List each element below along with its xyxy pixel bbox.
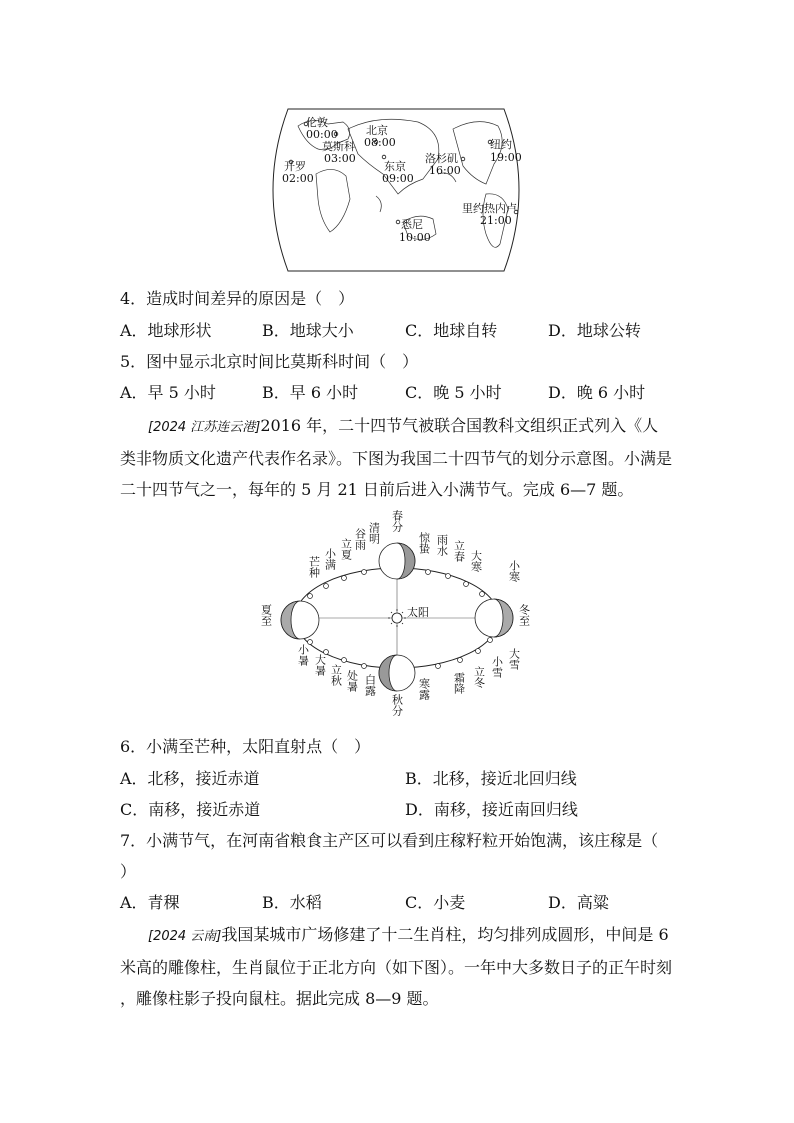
q7-option-c: C．小麦 bbox=[405, 893, 466, 912]
intro1-line2: 类非物质文化遗产代表作名录》。下图为我国二十四节气的划分示意图。小满是 bbox=[120, 449, 673, 468]
q7-option-a: A．青稞 bbox=[120, 893, 180, 912]
term-lichun: 立春 bbox=[452, 540, 466, 562]
term-qiufen: 秋分 bbox=[390, 694, 404, 716]
world-map-svg bbox=[258, 104, 534, 276]
term-guyu: 谷雨 bbox=[353, 528, 367, 550]
q4-option-b: B．地球大小 bbox=[262, 321, 354, 340]
term-shuangjiang: 霜降 bbox=[452, 672, 466, 694]
term-xiazhi: 夏至 bbox=[259, 604, 273, 626]
question-5-stem: 5．图中显示北京时间比莫斯科时间（ ） bbox=[120, 352, 419, 371]
city-moscow-time: 03:00 bbox=[324, 152, 356, 165]
city-london-time: 00:00 bbox=[306, 128, 338, 141]
source-tag-jiangsu: [2024 江苏连云港] bbox=[148, 420, 261, 435]
orbit-svg bbox=[252, 508, 542, 726]
question-6-stem: 6．小满至芒种，太阳直射点（ ） bbox=[120, 737, 371, 756]
q5-option-b: B．早 6 小时 bbox=[262, 383, 359, 402]
term-qingming: 清明 bbox=[367, 522, 381, 544]
city-rio-time: 21:00 bbox=[480, 214, 512, 227]
q5-option-c: C．晚 5 小时 bbox=[405, 383, 502, 402]
term-chushu: 处暑 bbox=[345, 670, 359, 692]
solar-terms-diagram bbox=[252, 508, 542, 726]
world-time-map bbox=[258, 104, 534, 276]
city-cairo-time: 02:00 bbox=[282, 172, 314, 185]
question-4-stem: 4．造成时间差异的原因是（ ） bbox=[120, 289, 355, 308]
term-xiaohan: 小寒 bbox=[507, 560, 521, 582]
city-new-york-time: 19:00 bbox=[490, 151, 522, 164]
q5-option-a: A．早 5 小时 bbox=[120, 383, 216, 402]
term-xiaoshu: 小暑 bbox=[296, 644, 310, 666]
term-lixia: 立夏 bbox=[339, 538, 353, 560]
q6-option-a: A．北移，接近赤道 bbox=[120, 769, 260, 788]
intro1-line3: 二十四节气之一，每年的 5 月 21 日前后进入小满节气。完成 6—7 题。 bbox=[120, 480, 634, 499]
term-chunfen: 春分 bbox=[390, 510, 404, 532]
sun-label: 太阳 bbox=[407, 606, 429, 619]
city-tokyo-time: 09:00 bbox=[382, 172, 414, 185]
q6-option-c: C．南移，接近赤道 bbox=[120, 800, 261, 819]
q6-option-b: B．北移，接近北回归线 bbox=[405, 769, 577, 788]
term-dashu: 大暑 bbox=[313, 654, 327, 676]
term-xiaoxue: 小雪 bbox=[490, 656, 504, 678]
city-los-angeles: 洛杉矶 bbox=[425, 152, 458, 165]
term-bailu: 白露 bbox=[363, 674, 377, 696]
intro2-line2: 米高的雕像柱，生肖鼠位于正北方向（如下图）。一年中大多数日子的正午时刻 bbox=[120, 958, 673, 977]
q4-option-c: C．地球自转 bbox=[405, 321, 498, 340]
city-tokyo: 东京 bbox=[384, 160, 406, 173]
city-beijing: 北京 bbox=[366, 124, 388, 137]
question-7-stem: 7．小满节气，在河南省粮食主产区可以看到庄稼籽粒开始饱满，该庄稼是（ bbox=[120, 831, 659, 850]
intro2-line3: ，雕像柱影子投向鼠柱。据此完成 8—9 题。 bbox=[120, 989, 439, 1008]
city-new-york: 纽约 bbox=[490, 138, 512, 151]
q4-option-a: A．地球形状 bbox=[120, 321, 212, 340]
intro-paragraph-6-7 bbox=[120, 410, 680, 505]
term-liqiu: 立秋 bbox=[329, 664, 343, 686]
term-daxue: 大雪 bbox=[507, 648, 521, 670]
term-xiaoman: 小满 bbox=[323, 548, 337, 570]
city-beijing-time: 08:00 bbox=[364, 136, 396, 149]
intro1-line1: 2016 年，二十四节气被联合国教科文组织正式列入《人 bbox=[260, 416, 659, 435]
intro2-line1: 我国某城市广场修建了十二生肖柱，均匀排列成圆形，中间是 6 bbox=[221, 925, 669, 944]
q6-option-d: D．南移，接近南回归线 bbox=[405, 800, 578, 819]
question-7-stem-cont: ） bbox=[120, 862, 137, 881]
city-moscow: 莫斯科 bbox=[322, 140, 355, 153]
city-cairo: 开罗 bbox=[284, 160, 306, 173]
city-los-angeles-time: 16:00 bbox=[429, 164, 461, 177]
q7-option-b: B．水稻 bbox=[262, 893, 322, 912]
term-lidong: 立冬 bbox=[472, 666, 486, 688]
term-dahan: 大寒 bbox=[469, 550, 483, 572]
city-sydney-time: 10:00 bbox=[399, 231, 431, 244]
q7-option-d: D．高粱 bbox=[548, 893, 609, 912]
term-jingzhe: 惊蛰 bbox=[417, 532, 431, 554]
q4-option-d: D．地球公转 bbox=[548, 321, 641, 340]
term-dongzhi: 冬至 bbox=[517, 604, 531, 626]
term-mangzhong: 芒种 bbox=[307, 556, 321, 578]
city-rio: 里约热内卢 bbox=[462, 202, 517, 215]
city-london: 伦敦 bbox=[306, 116, 328, 129]
term-yushui: 雨水 bbox=[435, 534, 449, 556]
intro-paragraph-8-9 bbox=[120, 919, 680, 1014]
term-hanlu: 寒露 bbox=[417, 678, 431, 700]
q5-option-d: D．晚 6 小时 bbox=[548, 383, 646, 402]
source-tag-yunnan: [2024 云南] bbox=[148, 929, 222, 944]
city-sydney: 悉尼 bbox=[401, 218, 423, 231]
